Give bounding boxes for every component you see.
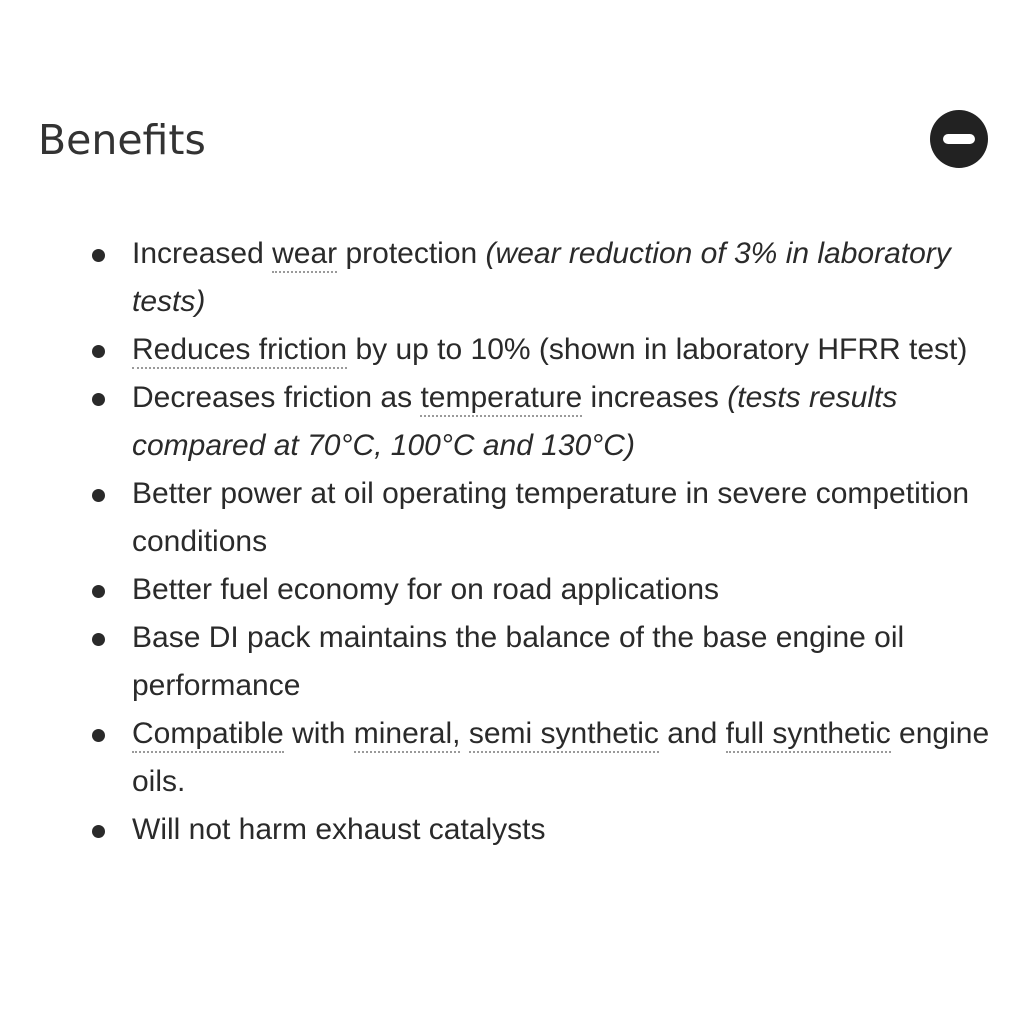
benefits-section-header[interactable]	[38, 108, 990, 172]
bullet-icon	[92, 249, 105, 262]
bullet-icon	[92, 633, 105, 646]
glossary-term-link[interactable]: wear	[272, 237, 337, 273]
benefit-text: protection	[337, 237, 486, 270]
benefit-text: Increased	[132, 237, 273, 270]
benefit-text: Decreases friction as	[132, 381, 421, 414]
benefit-list-item	[88, 374, 998, 470]
benefit-list-item	[88, 326, 998, 374]
benefit-note: (wear reduction of 3% in laboratory tests)	[132, 237, 951, 318]
bullet-icon	[92, 393, 105, 406]
section-title: Benefits	[38, 116, 206, 164]
benefit-note: (tests results compared at 70°C, 100°C and 130°C)	[132, 381, 898, 462]
benefit-list-item	[88, 614, 998, 710]
benefit-text: and	[658, 717, 726, 750]
collapse-button[interactable]	[930, 110, 988, 168]
benefit-text: Base DI pack maintains the balance of the base engine oil performance	[132, 621, 905, 702]
bullet-icon	[92, 489, 105, 502]
benefit-list-item	[88, 470, 998, 566]
bullet-icon	[92, 729, 105, 742]
benefit-list-item	[88, 566, 998, 614]
bullet-icon	[92, 585, 105, 598]
glossary-term-link[interactable]: Compatible	[132, 717, 284, 753]
glossary-term-link[interactable]: temperature	[420, 381, 582, 417]
benefit-text: Better fuel economy for on road applications	[132, 573, 720, 606]
glossary-term-link[interactable]: full synthetic	[726, 717, 891, 753]
benefit-text	[460, 717, 468, 750]
benefits-list	[88, 230, 998, 854]
benefit-text: engine oils.	[132, 717, 990, 798]
benefit-text: Will not harm exhaust catalysts	[132, 813, 546, 846]
benefit-text: by up to 10% (shown in laboratory HFRR test)	[347, 333, 968, 366]
glossary-term-link[interactable]: semi synthetic	[469, 717, 659, 753]
benefit-text: increases	[582, 381, 728, 414]
bullet-icon	[92, 345, 105, 358]
benefit-list-item	[88, 806, 998, 854]
benefit-list-item	[88, 710, 998, 806]
benefit-text: with	[283, 717, 354, 750]
bullet-icon	[92, 825, 105, 838]
minus-circle-icon	[943, 134, 975, 144]
glossary-term-link[interactable]: mineral,	[354, 717, 461, 753]
glossary-term-link[interactable]: Reduces friction	[132, 333, 347, 369]
benefit-text: Better power at oil operating temperature in severe competition conditions	[132, 477, 970, 558]
benefit-list-item	[88, 230, 998, 326]
